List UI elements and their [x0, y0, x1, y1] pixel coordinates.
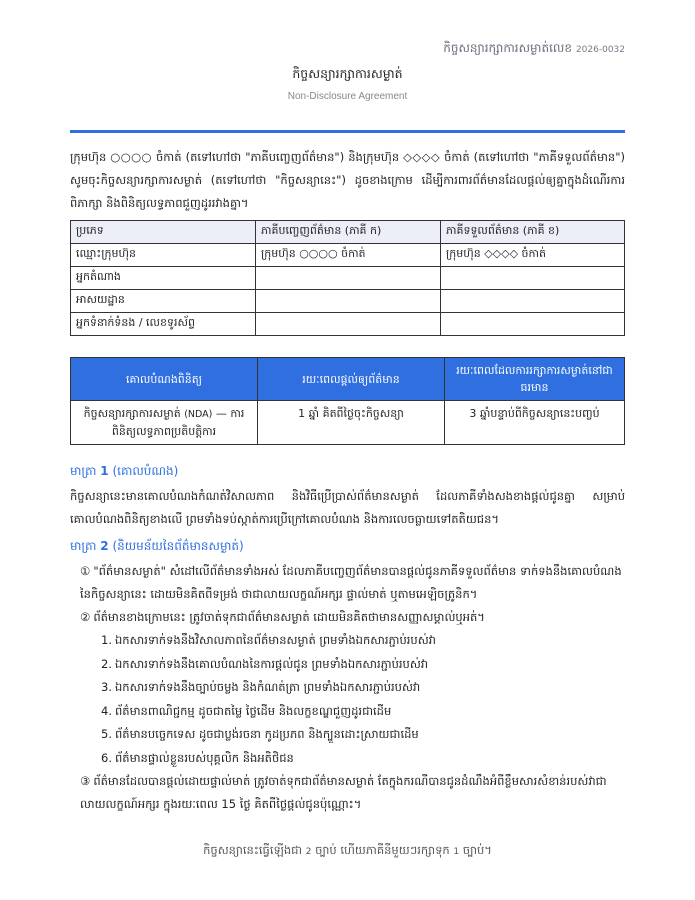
- article-1-title: (គោលបំណង): [112, 464, 179, 478]
- article-1-number: 1: [100, 464, 109, 478]
- footer-note: [0, 843, 695, 860]
- terms-header-confidentiality-duration: រយៈពេលដែលការរក្សាការសម្ងាត់នៅជាធរមាន: [445, 358, 625, 401]
- list-item: 2. ឯកសារទាក់ទងនឹងគោលបំណងនៃការផ្ដល់ជូន ព្រមទាំងឯកសារភ្ជាប់របស់វា: [101, 656, 429, 671]
- footer-copies: 2: [305, 847, 312, 857]
- parties-cell-party-a[interactable]: [256, 290, 441, 313]
- title-block: [0, 66, 695, 102]
- article-2-title: (និយមន័យនៃព័ត៌មានសម្ងាត់): [112, 539, 244, 553]
- table-row: [71, 401, 625, 445]
- footer-each: 1: [453, 847, 460, 857]
- terms-cell-purpose: [71, 401, 258, 445]
- parties-cell-party-a[interactable]: [256, 313, 441, 336]
- list-item: 6. ព័ត៌មានផ្ទាល់ខ្លួនរបស់បុគ្គលិក និងអតិថិជន: [101, 750, 294, 765]
- terms-header-purpose: គោលបំណងពិនិត្យ: [71, 358, 258, 401]
- article-1-body: កិច្ចសន្យានេះមានគោលបំណងកំណត់វិសាលភាព និងវិធីប្រើប្រាស់ព័ត៌មានសម្ងាត់ ដែលភាគីទាំងសងខាងផ្ដល់ជូនគ្នា សម្រាប់គោលបំណងពិនិត្យខាងលើ ព្រមទាំងទប់ស្កាត់ការប្រើក្រៅគោលបំណង និងការលេចធ្លាយទៅតតិយជន។: [70, 489, 625, 526]
- terms-table-header-row: [71, 358, 625, 401]
- article-1-heading: [70, 463, 625, 481]
- parties-cell-label: អ្នកទំនាក់ទំនង / លេខទូរស័ព្ទ: [71, 313, 256, 336]
- list-item-text: ឯកសារទាក់ទងនឹងគោលបំណងនៃការផ្ដល់ជូន ព្រមទាំងឯកសារភ្ជាប់របស់វា: [115, 656, 429, 671]
- list-item-text: ព័ត៌មានបច្ចេកទេស ដូចជាប្លង់រចនា កូដប្រភព និងក្បួនដោះស្រាយជាដើម: [115, 727, 419, 741]
- parties-cell-party-b[interactable]: [441, 313, 625, 336]
- table-row: [71, 244, 625, 267]
- parties-cell-party-b[interactable]: ក្រុមហ៊ុន ◇◇◇◇ ចំកាត់: [441, 244, 625, 267]
- footer-post: ច្បាប់។: [462, 843, 492, 857]
- confidential-items-list: [70, 629, 625, 770]
- paragraph-marker: ①: [80, 564, 91, 578]
- footer-mid: ច្បាប់ ហើយភាគីនីមួយៗរក្សាទុក: [315, 843, 450, 857]
- list-item-text: ឯកសារទាក់ទងនឹងវិសាលភាពនៃព័ត៌មានសម្ងាត់ ព្រមទាំងឯកសារភ្ជាប់របស់វា: [115, 633, 436, 647]
- parties-header-disclosing: ភាគីបញ្ចេញព័ត៌មាន (ភាគី ក): [256, 221, 441, 244]
- parties-header-type: ប្រភេទ: [71, 221, 256, 244]
- document-number: [443, 40, 625, 58]
- table-row: [71, 290, 625, 313]
- article-2: [70, 538, 625, 816]
- list-item: 1. ឯកសារទាក់ទងនឹងវិសាលភាពនៃព័ត៌មានសម្ងាត់ ព្រមទាំងឯកសារភ្ជាប់របស់វា: [101, 633, 436, 647]
- terms-cell-period: 1 ឆ្នាំ គិតពីថ្ងៃចុះកិច្ចសន្យា: [258, 401, 445, 445]
- article-2-prefix: មាត្រា: [70, 539, 97, 553]
- terms-purpose-main: កិច្ចសន្យារក្សាការសម្ងាត់: [83, 407, 181, 420]
- document-subtitle: Non-Disclosure Agreement: [287, 91, 408, 102]
- paragraph-marker: ②: [80, 610, 91, 624]
- parties-cell-label: អ្នកតំណាង: [71, 267, 256, 290]
- document-title: កិច្ចសន្យារក្សាការសម្ងាត់: [292, 66, 403, 81]
- article-2-paragraph-1: [70, 560, 625, 606]
- paragraph-text: ព័ត៌មានខាងក្រោមនេះ ត្រូវចាត់ទុកជាព័ត៌មានសម្ងាត់ ដោយមិនគិតថាមានសញ្ញាសម្គាល់ឬអត់។: [93, 610, 485, 624]
- list-item: 4. ព័ត៌មានពាណិជ្ជកម្ម ដូចជាតម្លៃ ថ្លៃដើម និងលក្ខខណ្ឌជួញដូរជាដើម: [101, 703, 392, 718]
- article-1-prefix: មាត្រា: [70, 464, 97, 478]
- intro-paragraph: ក្រុមហ៊ុន ○○○○ ចំកាត់ (តទៅហៅថា "ភាគីបញ្ចេញព័ត៌មាន") និងក្រុមហ៊ុន ◇◇◇◇ ចំកាត់ (តទៅហៅថា "ភាគីទទួលព័ត៌មាន") សូមចុះកិច្ចសន្យារក្សាការសម្ងាត់ (តទៅហៅថា "កិច្ចសន្យានេះ") ដូចខាងក្រោម ដើម្បីការពារព័ត៌មានដែលផ្ដល់ឲ្យគ្នាក្នុងដំណើរការពិភាក្សា និងពិនិត្យលទ្ធភាពជួញដូររវាងគ្នា។: [70, 150, 625, 210]
- title-divider: [70, 130, 625, 133]
- terms-purpose-tail: — ការពិនិត្យលទ្ធភាពប្រតិបត្តិការ: [111, 407, 245, 438]
- terms-cell-duration: 3 ឆ្នាំបន្ទាប់ពីកិច្ចសន្យានេះបញ្ចប់: [445, 401, 625, 445]
- parties-cell-party-b[interactable]: [441, 290, 625, 313]
- parties-table: [70, 220, 625, 336]
- terms-header-provision-period: រយៈពេលផ្ដល់ឲ្យព័ត៌មាន: [258, 358, 445, 401]
- table-row: [71, 313, 625, 336]
- article-2-paragraph-3: [70, 770, 625, 816]
- paragraph-text: "ព័ត៌មានសម្ងាត់" សំដៅលើព័ត៌មានទាំងអស់ ដែលភាគីបញ្ចេញព័ត៌មានបានផ្ដល់ជូនភាគីទទួលព័ត៌មាន ទាក់ទងនឹងគោលបំណងនៃកិច្ចសន្យានេះ ដោយមិនគិតពីទម្រង់ ថាជាលាយលក្ខណ៍អក្សរ ផ្ទាល់មាត់ ឬតាមអេឡិចត្រូនិក។: [80, 564, 622, 601]
- list-item: 5. ព័ត៌មានបច្ចេកទេស ដូចជាប្លង់រចនា កូដប្រភព និងក្បួនដោះស្រាយជាដើម: [101, 727, 419, 741]
- list-item-text: ឯកសារទាក់ទងនឹងច្បាប់ចម្លង និងកំណត់ត្រា ព្រមទាំងឯកសារភ្ជាប់របស់វា: [115, 680, 421, 694]
- parties-cell-party-a[interactable]: ក្រុមហ៊ុន ○○○○ ចំកាត់: [256, 244, 441, 267]
- list-item-text: ព័ត៌មានផ្ទាល់ខ្លួនរបស់បុគ្គលិក និងអតិថិជន: [115, 750, 294, 765]
- footer-pre: កិច្ចសន្យានេះធ្វើឡើងជា: [203, 843, 303, 857]
- parties-cell-label: អាសយដ្ឋាន: [71, 290, 256, 313]
- list-item: 3. ឯកសារទាក់ទងនឹងច្បាប់ចម្លង និងកំណត់ត្រា ព្រមទាំងឯកសារភ្ជាប់របស់វា: [101, 680, 421, 694]
- table-row: [71, 267, 625, 290]
- parties-table-header-row: [71, 221, 625, 244]
- article-2-heading: [70, 538, 625, 556]
- paragraph-text: ព័ត៌មានដែលបានផ្ដល់ដោយផ្ទាល់មាត់ ត្រូវចាត់ទុកជាព័ត៌មានសម្ងាត់ តែក្នុងករណីបានជូនដំណឹងអំពីខ្លឹមសារសំខាន់របស់វាជាលាយលក្ខណ៍អក្សរ ក្នុងរយៈពេល 15 ថ្ងៃ គិតពីថ្ងៃផ្ដល់ជូនប៉ុណ្ណោះ។: [80, 774, 607, 811]
- list-item-text: ព័ត៌មានពាណិជ្ជកម្ម ដូចជាតម្លៃ ថ្លៃដើម និងលក្ខខណ្ឌជួញដូរជាដើម: [115, 703, 392, 718]
- parties-header-receiving: ភាគីទទួលព័ត៌មាន (ភាគី ខ): [441, 221, 625, 244]
- article-2-number: 2: [100, 539, 109, 553]
- article-2-paragraph-2: [70, 606, 625, 629]
- document-number-label: កិច្ចសន្យារក្សាការសម្ងាត់លេខ: [443, 41, 572, 55]
- document-number-value: 2026-0032: [575, 45, 625, 55]
- paragraph-marker: ③: [80, 774, 91, 788]
- terms-table: [70, 357, 625, 445]
- terms-purpose-tag: (NDA): [184, 409, 213, 420]
- article-1: [70, 463, 625, 531]
- parties-cell-label: ឈ្មោះក្រុមហ៊ុន: [71, 244, 256, 267]
- parties-cell-party-b[interactable]: [441, 267, 625, 290]
- parties-cell-party-a[interactable]: [256, 267, 441, 290]
